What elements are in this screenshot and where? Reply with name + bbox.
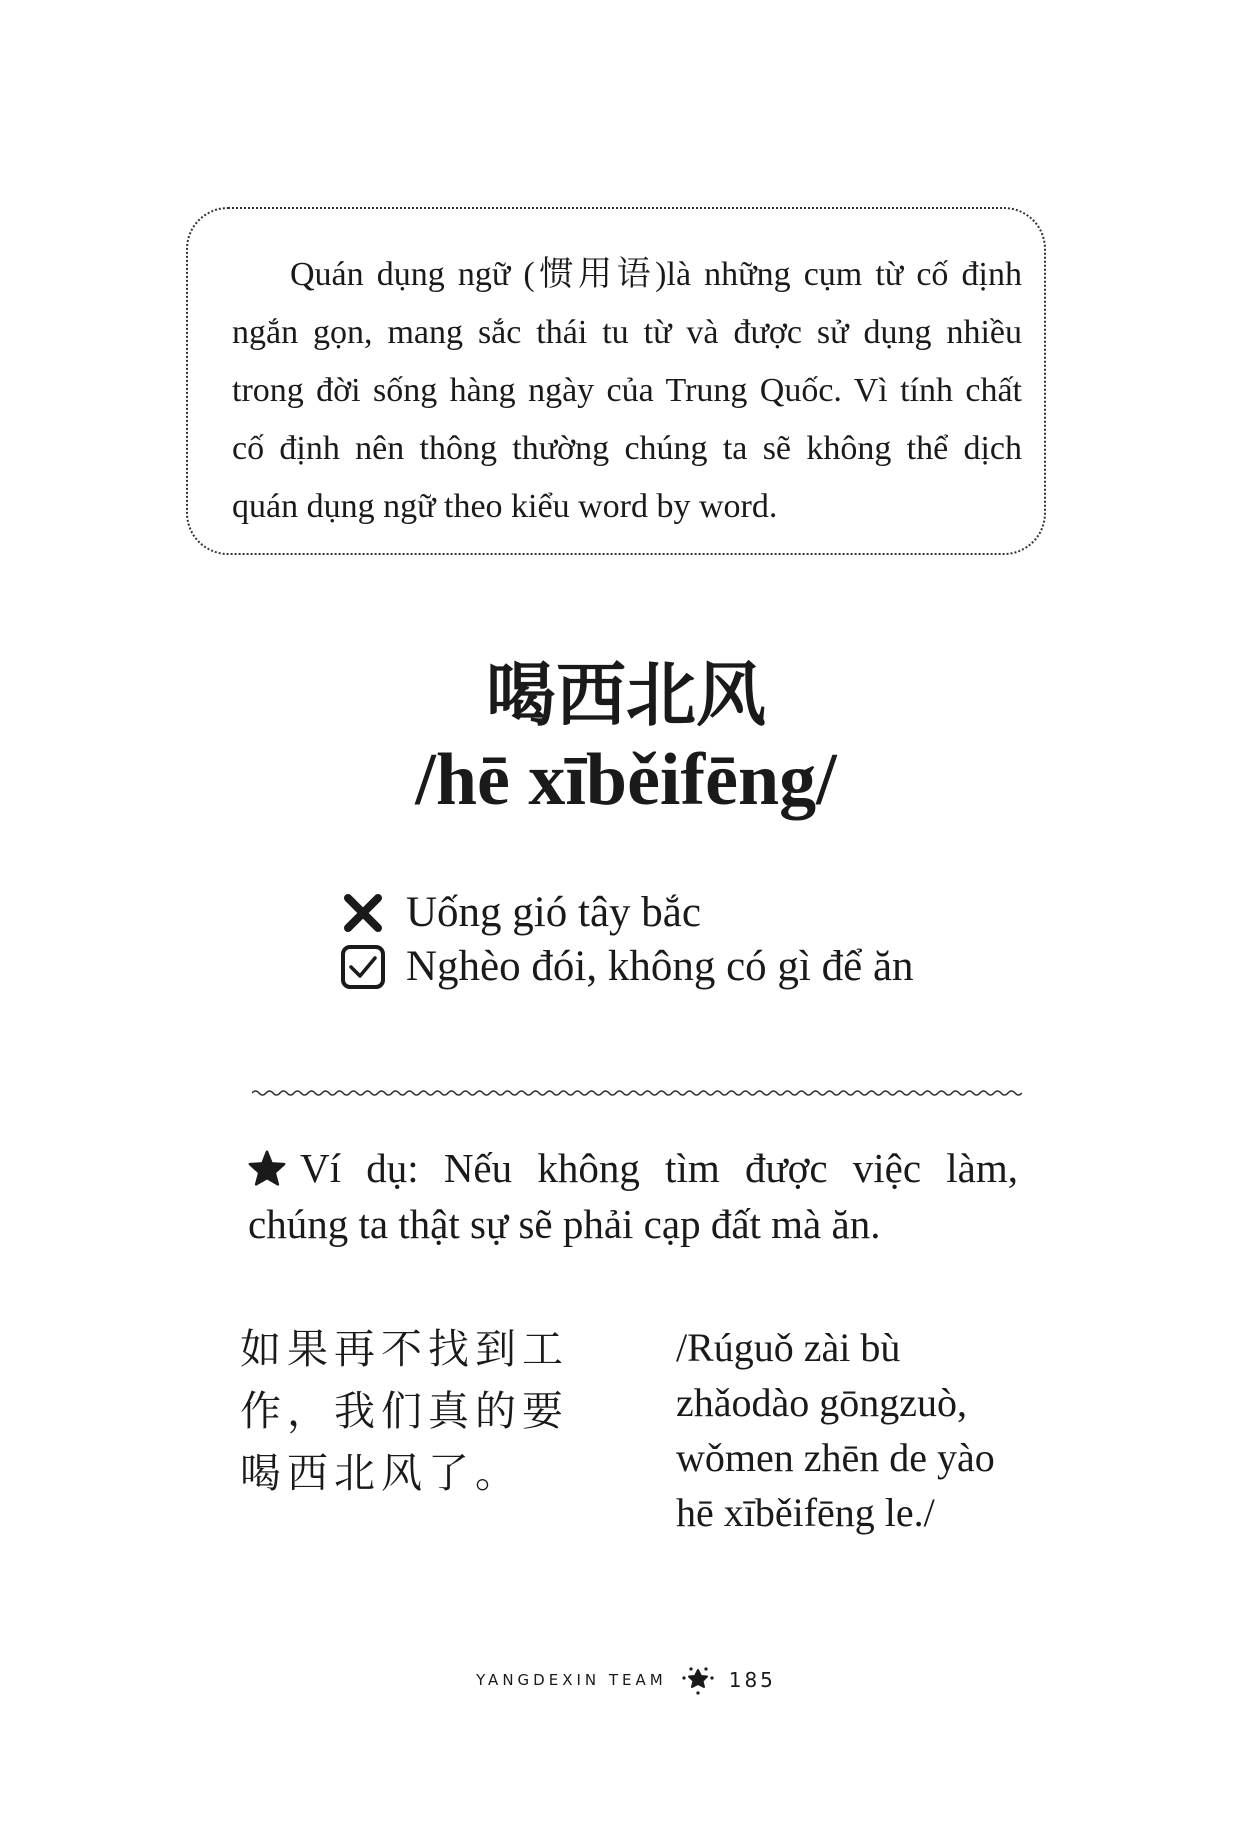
wrong-meaning-text: Uống gió tây bắc	[406, 889, 701, 936]
example-chinese	[240, 1318, 590, 1504]
idiom-pinyin: /hē xīběifēng/	[415, 739, 837, 821]
page-number: 185	[728, 1668, 776, 1692]
star-icon	[248, 1150, 286, 1186]
example-vietnamese	[248, 1140, 1018, 1252]
example-pinyin-line: hē xīběifēng le./	[676, 1490, 935, 1535]
idiom-chinese: 喝西北风	[486, 654, 766, 736]
example-pinyin-line: /Rúguǒ zài bù	[676, 1325, 901, 1370]
example-pinyin-line: wǒmen zhēn de yào	[676, 1435, 995, 1480]
checkbox-check-icon	[340, 944, 386, 990]
example-chinese-line: 作，我们真的要	[240, 1387, 569, 1435]
wrong-meaning	[340, 886, 701, 940]
example-pinyin-line: zhǎodào gōngzuò,	[676, 1380, 968, 1425]
intro-text: Quán dụng ngữ (惯用语)là những cụm từ cố định ngắn gọn, mang sắc thái tu từ và được sử dụng nhiều trong đời sống hàng ngày của Trung Quốc. Vì tính chất cố định nên thông thường chúng ta sẽ không thể dịch quán dụng ngữ theo kiểu word by word.	[232, 256, 1022, 525]
correct-meaning	[340, 940, 914, 994]
example-text: Ví dụ: Nếu không tìm được việc làm, chúng ta thật sự sẽ phải cạp đất mà ăn.	[248, 1145, 1018, 1247]
wavy-divider	[252, 1086, 1022, 1100]
footer	[0, 1664, 1252, 1696]
footer-team: YANGDEXIN TEAM	[476, 1671, 667, 1689]
correct-meaning-text: Nghèo đói, không có gì để ăn	[406, 943, 914, 990]
example-chinese-line: 喝西北风了。	[240, 1449, 522, 1497]
example-pinyin	[676, 1320, 995, 1540]
x-icon	[340, 890, 386, 936]
star-burst-icon	[681, 1664, 715, 1696]
example-chinese-line: 如果再不找到工	[240, 1325, 569, 1373]
